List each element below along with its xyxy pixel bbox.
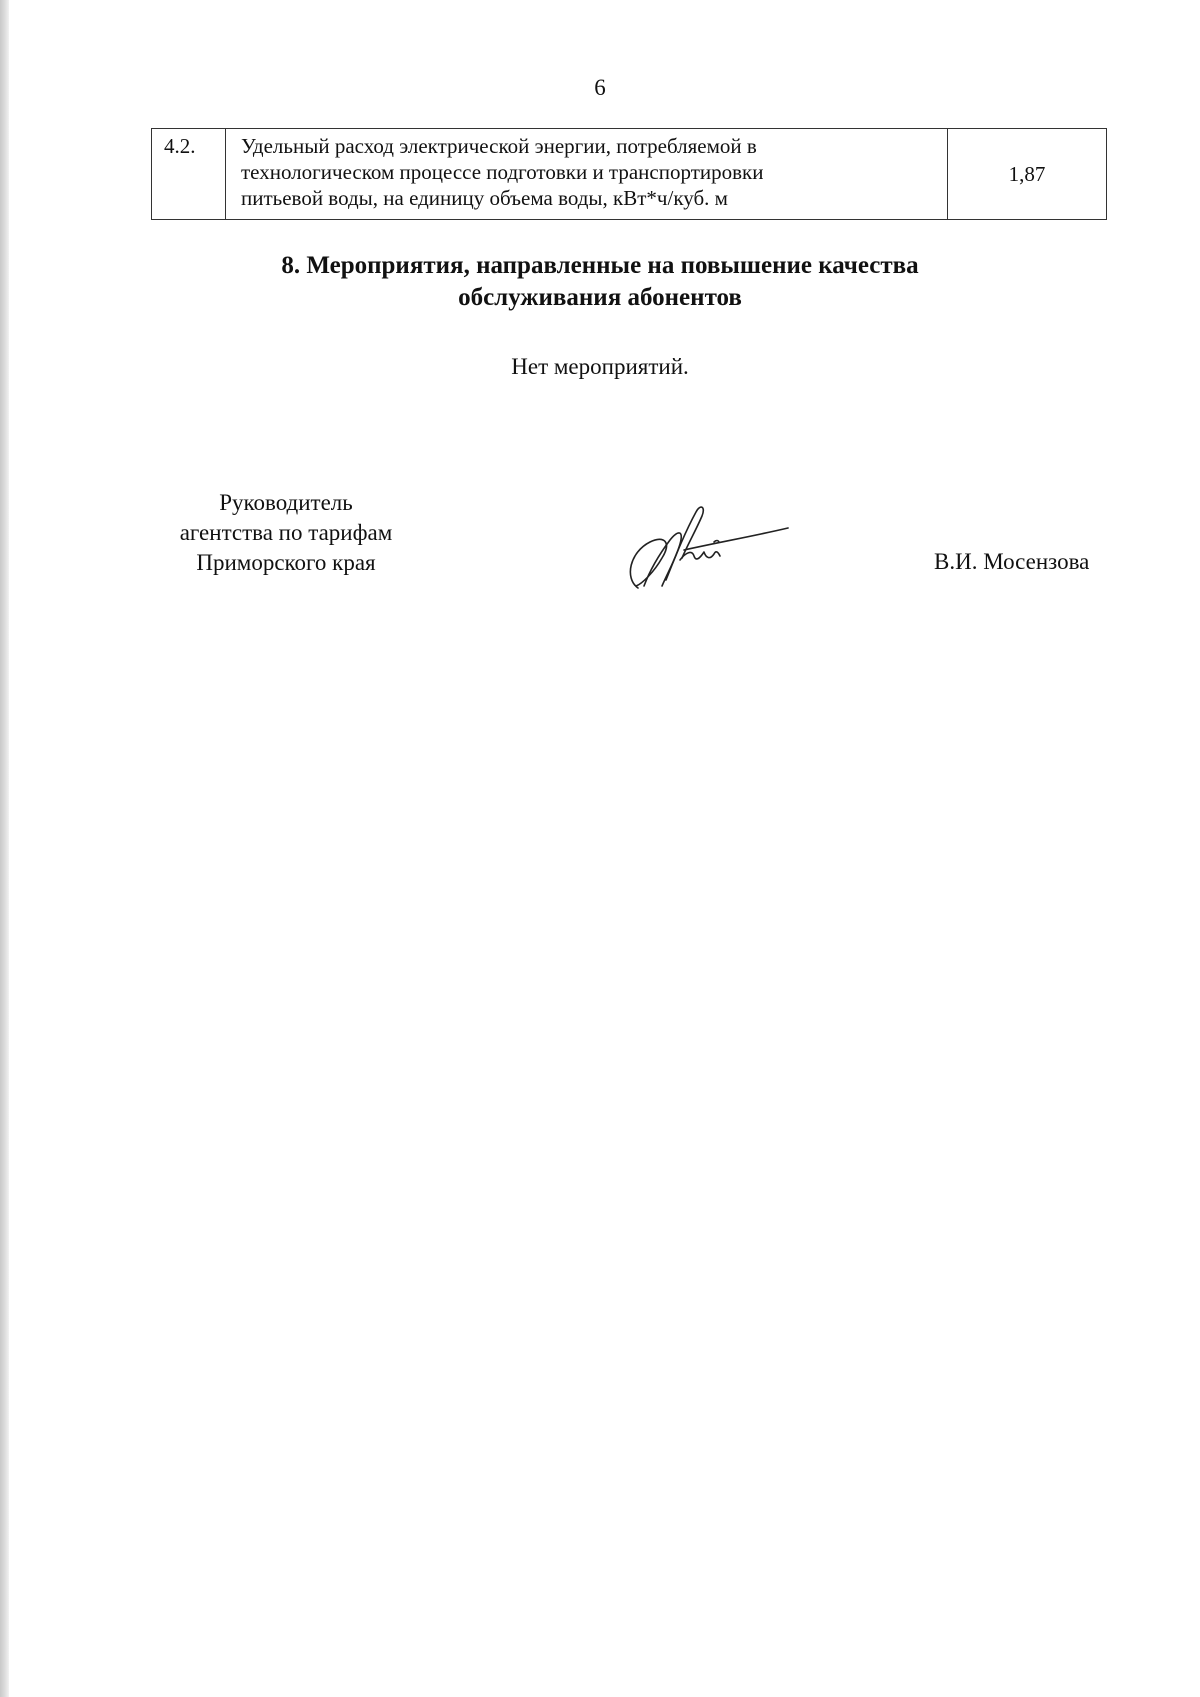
page-number: 6 <box>594 75 606 100</box>
row-number-cell: 4.2. <box>152 129 226 220</box>
description-line: Удельный расход электрической энергии, потребляемой в <box>241 134 757 158</box>
signer-title-line: агентства по тарифам <box>179 520 393 545</box>
description-line: технологическом процессе подготовки и транспортировки <box>241 160 764 184</box>
table-row <box>152 129 1107 220</box>
signer-name: В.И. Мосензова <box>934 549 1090 574</box>
handwritten-signature <box>620 500 790 595</box>
signer-title-line: Руководитель <box>219 490 353 515</box>
description-line: питьевой воды, на единицу объема воды, кВт*ч/куб. м <box>241 186 728 210</box>
row-description-cell <box>226 129 948 220</box>
section-heading-line: обслуживания абонентов <box>458 284 742 311</box>
signer-title <box>130 488 442 578</box>
section-body-text: Нет мероприятий. <box>511 354 689 379</box>
row-value-cell: 1,87 <box>948 129 1107 220</box>
indicator-table <box>151 128 1107 220</box>
section-heading <box>0 250 1200 314</box>
section-heading-line: 8. Мероприятия, направленные на повышение качества <box>281 252 919 279</box>
signer-title-line: Приморского края <box>196 550 376 575</box>
